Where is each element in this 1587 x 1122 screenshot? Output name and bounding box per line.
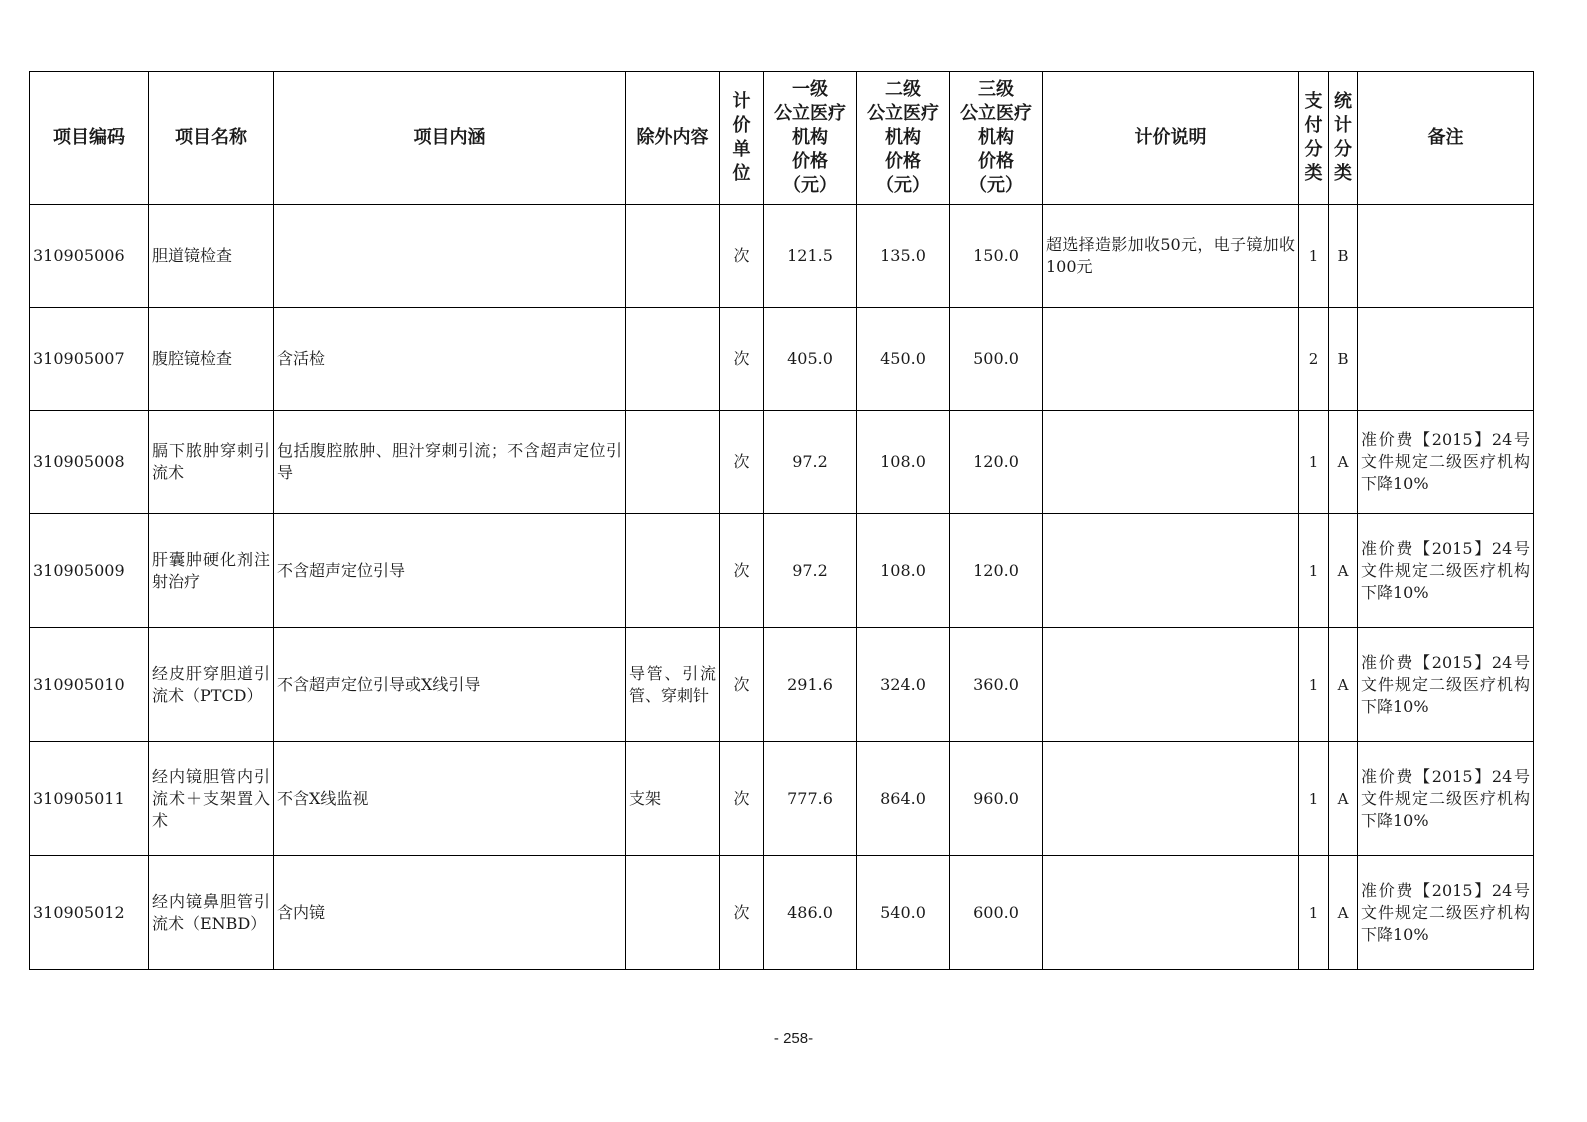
cell-price-level2: 450.0 xyxy=(857,308,950,411)
cell-pricing-note xyxy=(1043,411,1299,514)
cell-pay-class: 1 xyxy=(1299,742,1329,856)
cell-excluded: 导管、引流管、穿刺针 xyxy=(626,628,720,742)
price-table xyxy=(29,71,1534,970)
cell-price-level1: 777.6 xyxy=(764,742,857,856)
header-unit xyxy=(720,72,764,205)
cell-code: 310905007 xyxy=(30,308,149,411)
cell-excluded xyxy=(626,308,720,411)
page-number: - 258- xyxy=(773,1030,814,1047)
cell-remarks: 准价费【2015】24号文件规定二级医疗机构下降10% xyxy=(1358,411,1534,514)
cell-remarks: 准价费【2015】24号文件规定二级医疗机构下降10% xyxy=(1358,628,1534,742)
header-remarks: 备注 xyxy=(1358,72,1534,205)
cell-stat-class: B xyxy=(1329,205,1358,308)
table-row xyxy=(30,856,1534,970)
cell-stat-class: A xyxy=(1329,628,1358,742)
cell-code: 310905010 xyxy=(30,628,149,742)
cell-unit: 次 xyxy=(720,411,764,514)
cell-price-level1: 97.2 xyxy=(764,514,857,628)
header-price-level2-text: 二级 公立医疗 机构 价格 （元） xyxy=(867,79,939,196)
header-price-level1-text: 一级 公立医疗 机构 价格 （元） xyxy=(774,79,846,196)
cell-content: 含活检 xyxy=(274,308,626,411)
cell-pay-class: 1 xyxy=(1299,411,1329,514)
cell-remarks: 准价费【2015】24号文件规定二级医疗机构下降10% xyxy=(1358,514,1534,628)
header-pay-class-text: 支 付 分 类 xyxy=(1304,91,1323,184)
cell-pay-class: 1 xyxy=(1299,856,1329,970)
cell-price-level1: 486.0 xyxy=(764,856,857,970)
cell-pricing-note xyxy=(1043,628,1299,742)
header-pay-class xyxy=(1299,72,1329,205)
cell-price-level2: 108.0 xyxy=(857,411,950,514)
cell-excluded xyxy=(626,411,720,514)
header-price-level2 xyxy=(857,72,950,205)
cell-unit: 次 xyxy=(720,205,764,308)
cell-stat-class: B xyxy=(1329,308,1358,411)
cell-price-level3: 120.0 xyxy=(950,411,1043,514)
cell-pay-class: 2 xyxy=(1299,308,1329,411)
cell-name: 膈下脓肿穿刺引流术 xyxy=(149,411,274,514)
cell-content: 包括腹腔脓肿、胆汁穿刺引流；不含超声定位引导 xyxy=(274,411,626,514)
cell-remarks xyxy=(1358,308,1534,411)
cell-price-level2: 540.0 xyxy=(857,856,950,970)
cell-stat-class: A xyxy=(1329,856,1358,970)
cell-content: 不含超声定位引导 xyxy=(274,514,626,628)
cell-price-level1: 405.0 xyxy=(764,308,857,411)
cell-price-level1: 291.6 xyxy=(764,628,857,742)
cell-code: 310905006 xyxy=(30,205,149,308)
cell-remarks: 准价费【2015】24号文件规定二级医疗机构下降10% xyxy=(1358,742,1534,856)
cell-remarks xyxy=(1358,205,1534,308)
cell-price-level3: 600.0 xyxy=(950,856,1043,970)
table-row xyxy=(30,514,1534,628)
cell-unit: 次 xyxy=(720,628,764,742)
cell-stat-class: A xyxy=(1329,411,1358,514)
cell-price-level1: 121.5 xyxy=(764,205,857,308)
cell-name: 腹腔镜检查 xyxy=(149,308,274,411)
header-code: 项目编码 xyxy=(30,72,149,205)
cell-pricing-note: 超选择造影加收50元，电子镜加收100元 xyxy=(1043,205,1299,308)
header-excluded: 除外内容 xyxy=(626,72,720,205)
cell-stat-class: A xyxy=(1329,742,1358,856)
cell-content: 含内镜 xyxy=(274,856,626,970)
cell-pricing-note xyxy=(1043,742,1299,856)
header-stat-class-text: 统 计 分 类 xyxy=(1334,91,1352,184)
cell-price-level2: 864.0 xyxy=(857,742,950,856)
cell-excluded xyxy=(626,856,720,970)
header-pricing-note: 计价说明 xyxy=(1043,72,1299,205)
cell-price-level2: 324.0 xyxy=(857,628,950,742)
table-row xyxy=(30,308,1534,411)
header-stat-class xyxy=(1329,72,1358,205)
cell-content: 不含X线监视 xyxy=(274,742,626,856)
cell-pricing-note xyxy=(1043,308,1299,411)
cell-pay-class: 1 xyxy=(1299,514,1329,628)
cell-price-level3: 360.0 xyxy=(950,628,1043,742)
cell-name: 经内镜胆管内引流术＋支架置入术 xyxy=(149,742,274,856)
cell-excluded: 支架 xyxy=(626,742,720,856)
cell-price-level1: 97.2 xyxy=(764,411,857,514)
header-price-level3-text: 三级 公立医疗 机构 价格 （元） xyxy=(960,79,1032,196)
header-name: 项目名称 xyxy=(149,72,274,205)
cell-unit: 次 xyxy=(720,308,764,411)
cell-price-level3: 960.0 xyxy=(950,742,1043,856)
cell-name: 胆道镜检查 xyxy=(149,205,274,308)
cell-stat-class: A xyxy=(1329,514,1358,628)
cell-unit: 次 xyxy=(720,514,764,628)
cell-excluded xyxy=(626,205,720,308)
cell-code: 310905012 xyxy=(30,856,149,970)
cell-remarks: 准价费【2015】24号文件规定二级医疗机构下降10% xyxy=(1358,856,1534,970)
cell-excluded xyxy=(626,514,720,628)
cell-price-level3: 150.0 xyxy=(950,205,1043,308)
cell-price-level3: 500.0 xyxy=(950,308,1043,411)
cell-code: 310905008 xyxy=(30,411,149,514)
cell-name: 肝囊肿硬化剂注射治疗 xyxy=(149,514,274,628)
cell-unit: 次 xyxy=(720,742,764,856)
header-content: 项目内涵 xyxy=(274,72,626,205)
cell-price-level3: 120.0 xyxy=(950,514,1043,628)
header-price-level3 xyxy=(950,72,1043,205)
header-row xyxy=(30,72,1534,205)
cell-content: 不含超声定位引导或X线引导 xyxy=(274,628,626,742)
cell-content xyxy=(274,205,626,308)
cell-price-level2: 108.0 xyxy=(857,514,950,628)
cell-unit: 次 xyxy=(720,856,764,970)
cell-pricing-note xyxy=(1043,856,1299,970)
cell-pay-class: 1 xyxy=(1299,628,1329,742)
cell-price-level2: 135.0 xyxy=(857,205,950,308)
cell-code: 310905009 xyxy=(30,514,149,628)
cell-code: 310905011 xyxy=(30,742,149,856)
header-unit-text: 计 价 单 位 xyxy=(732,91,751,184)
table-row xyxy=(30,205,1534,308)
table-row xyxy=(30,742,1534,856)
cell-name: 经内镜鼻胆管引流术（ENBD） xyxy=(149,856,274,970)
cell-pay-class: 1 xyxy=(1299,205,1329,308)
cell-name: 经皮肝穿胆道引流术（PTCD） xyxy=(149,628,274,742)
table-row xyxy=(30,628,1534,742)
table-row xyxy=(30,411,1534,514)
header-price-level1 xyxy=(764,72,857,205)
cell-pricing-note xyxy=(1043,514,1299,628)
